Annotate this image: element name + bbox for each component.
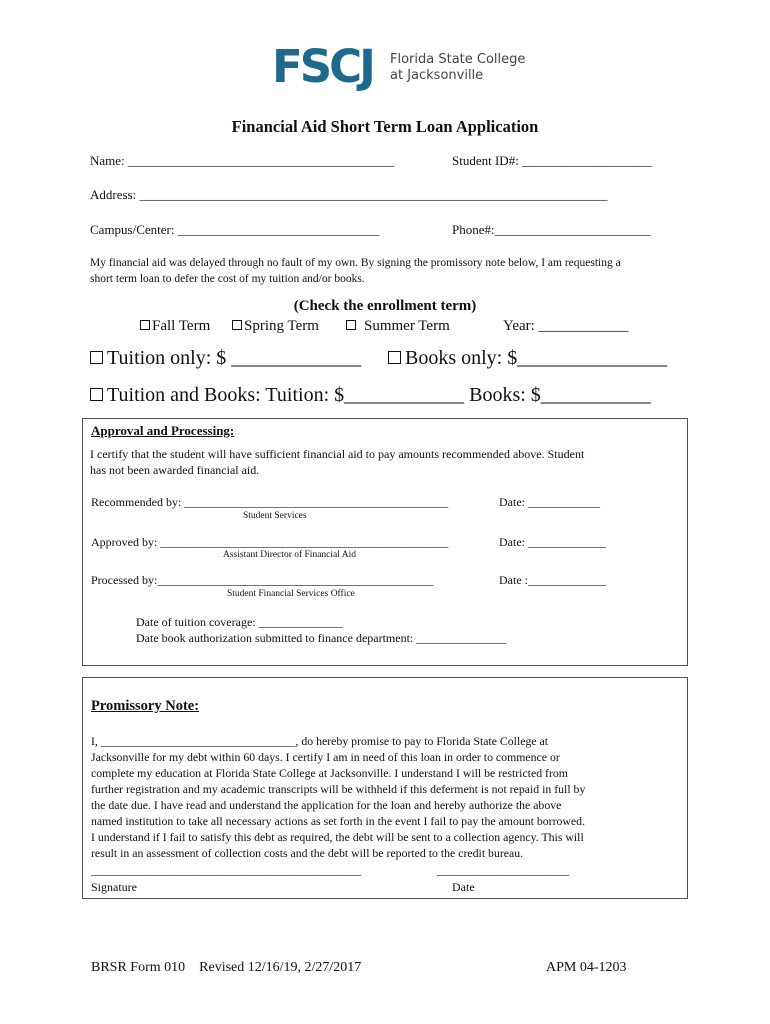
promissory-line: named institution to take all necessary actions as set forth in the event I fail to pay the amount borrowed. <box>91 814 586 828</box>
promissory-line: Jacksonville for my debt within 60 days. I certify I am in need of this loan in order to commence or <box>91 750 560 764</box>
summer-term-option[interactable] <box>346 318 450 335</box>
books-only-option[interactable] <box>388 347 667 370</box>
logo-line-2: at Jacksonville <box>390 68 484 83</box>
cert-line-2: has not been awarded financial aid. <box>90 463 260 477</box>
logo-text <box>390 52 525 84</box>
certification-text <box>90 446 690 478</box>
processed-date-field[interactable]: Date :_____________ <box>499 573 606 587</box>
processed-by-field[interactable]: Processed by:______________________________________________ <box>91 573 434 587</box>
promissory-line: I, _________________________________, do hereby promise to pay to Florida State College at <box>91 734 549 748</box>
tuition-and-books-checkbox[interactable] <box>90 388 103 401</box>
address-field[interactable]: Address: ________________________________________________________________________ <box>90 187 608 202</box>
campus-field[interactable]: Campus/Center: _______________________________ <box>90 222 380 237</box>
tuition-coverage-field[interactable]: Date of tuition coverage: ______________ <box>136 615 343 629</box>
recommended-date-field[interactable]: Date: ____________ <box>499 495 600 509</box>
tuition-and-books-option[interactable] <box>90 384 651 407</box>
book-authorization-field[interactable]: Date book authorization submitted to finance department: _______________ <box>136 631 507 645</box>
approved-date-field[interactable]: Date: _____________ <box>499 535 606 549</box>
promissory-line: I understand if I fail to satisfy this debt as required, the debt will be sent to a collection agency. This will <box>91 830 584 844</box>
fall-term-option[interactable] <box>140 318 210 335</box>
date-label: Date <box>452 880 475 894</box>
tuition-only-checkbox[interactable] <box>90 351 103 364</box>
intro-line-2: short term loan to defer the cost of my tuition and/or books. <box>90 273 365 285</box>
form-revision: BRSR Form 010 Revised 12/16/19, 2/27/2017 <box>91 960 362 975</box>
summer-term-label: Summer Term <box>364 318 450 334</box>
tuition-only-label: Tuition only: $ _____________ <box>107 347 362 369</box>
tuition-only-option[interactable] <box>90 347 361 370</box>
promissory-heading: Promissory Note: <box>91 698 200 714</box>
signature-label: Signature <box>91 880 137 894</box>
summer-term-checkbox[interactable] <box>346 320 356 330</box>
promissory-line: further registration and my academic transcripts will be withheld if this deferment is not repaid in full by <box>91 782 586 796</box>
promissory-text <box>91 733 585 861</box>
intro-line-1: My financial aid was delayed through no fault of my own. By signing the promissory note below, I am requesting a <box>90 257 621 269</box>
spring-term-label: Spring Term <box>244 318 319 334</box>
name-field[interactable]: Name: _________________________________________ <box>90 153 395 168</box>
date-line[interactable]: ______________________ <box>437 863 569 877</box>
signature-line[interactable]: _____________________________________________ <box>91 863 361 877</box>
recommended-by-field[interactable]: Recommended by: ____________________________________________ <box>91 495 449 509</box>
asst-director-label: Assistant Director of Financial Aid <box>223 550 356 560</box>
fall-term-label: Fall Term <box>152 318 211 334</box>
apm-number: APM 04-1203 <box>546 960 627 975</box>
approval-heading: Approval and Processing: <box>91 423 235 438</box>
intro-text <box>90 255 690 287</box>
student-services-label: Student Services <box>243 511 307 521</box>
fall-term-checkbox[interactable] <box>140 320 150 330</box>
tuition-and-books-label: Tuition and Books: Tuition: $____________ Books: $___________ <box>107 384 651 406</box>
student-id-field[interactable]: Student ID#: ____________________ <box>452 153 653 168</box>
phone-field[interactable]: Phone#:________________________ <box>452 222 651 237</box>
spring-term-option[interactable] <box>232 318 319 335</box>
spring-term-checkbox[interactable] <box>232 320 242 330</box>
books-only-label: Books only: $_______________ <box>405 347 668 369</box>
promissory-line: the date due. I have read and understand the application for the loan and hereby authorize the above <box>91 798 562 812</box>
books-only-checkbox[interactable] <box>388 351 401 364</box>
sfs-office-label: Student Financial Services Office <box>227 589 355 599</box>
promissory-line: complete my education at Florida State College at Jacksonville. I understand I will be restricted from <box>91 766 568 780</box>
approved-by-field[interactable]: Approved by: ________________________________________________ <box>91 535 449 549</box>
logo-line-1: Florida State College <box>390 52 526 67</box>
enrollment-heading: (Check the enrollment term) <box>293 298 477 314</box>
year-field[interactable]: Year: ____________ <box>503 318 629 334</box>
page-title: Financial Aid Short Term Loan Application <box>231 117 539 136</box>
promissory-line: result in an assessment of collection costs and the debt will be reported to the credit bureau. <box>91 846 524 860</box>
cert-line-1: I certify that the student will have sufficient financial aid to pay amounts recommended above. Student <box>90 447 585 461</box>
fscj-logo: FSCJ <box>272 40 373 93</box>
